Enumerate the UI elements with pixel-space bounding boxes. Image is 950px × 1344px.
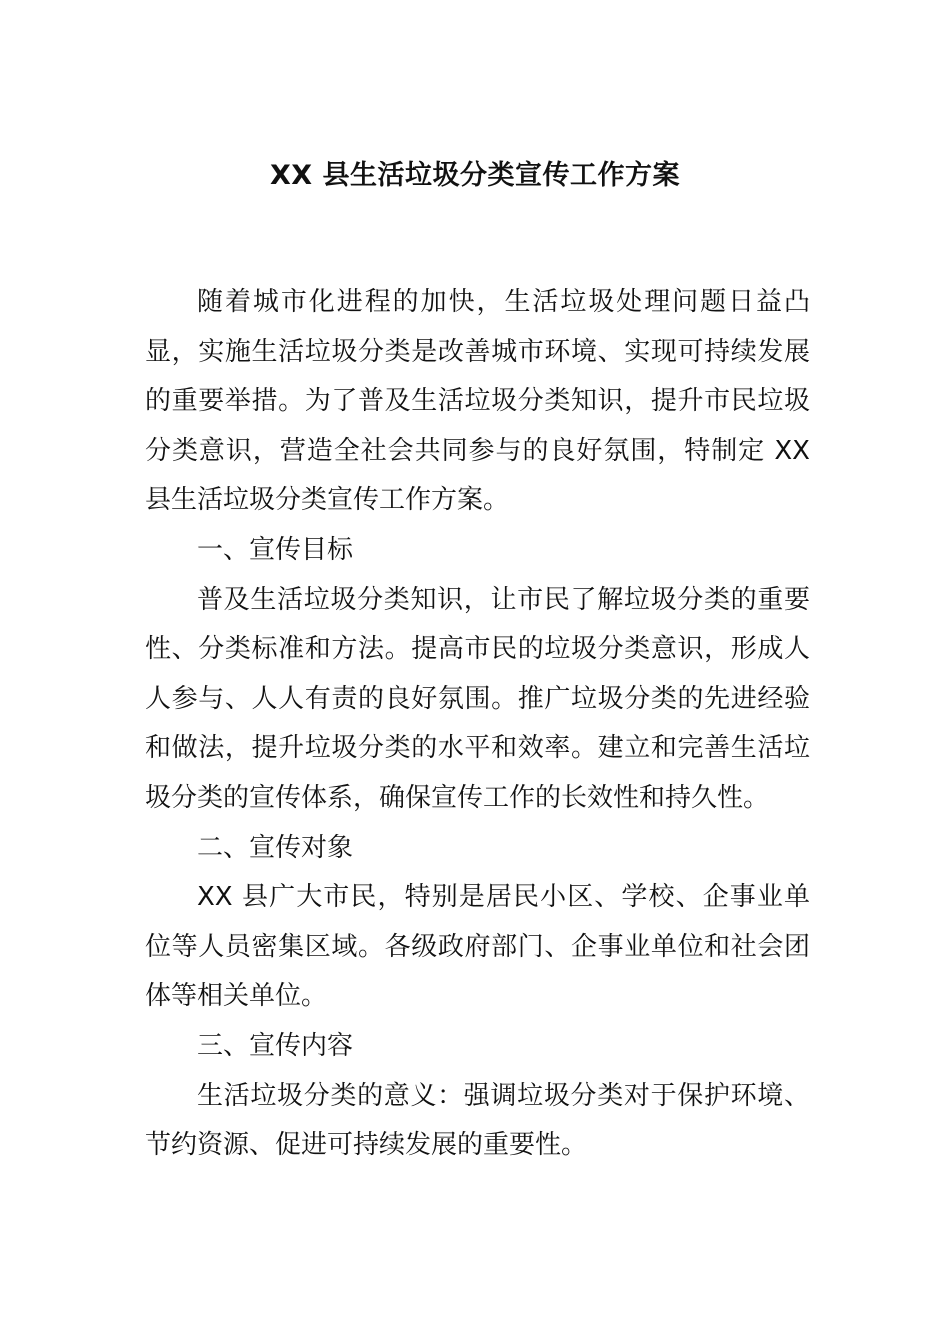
audience-paragraph: XX 县广大市民，特别是居民小区、学校、企事业单位等人员密集区域。各级政府部门、企事业单位和社会团体等相关单位。 (145, 882, 810, 1012)
section-heading-goals: 一、宣传目标 (197, 534, 354, 565)
intro-paragraph: 随着城市化进程的加快，生活垃圾处理问题日益凸显，实施生活垃圾分类是改善城市环境、实现可持续发展的重要举措。为了普及生活垃圾分类知识，提升市民垃圾分类意识，营造全社会共同参与的良好氛围，特制定 XX 县生活垃圾分类宣传工作方案。 (145, 287, 810, 516)
goals-paragraph: 普及生活垃圾分类知识，让市民了解垃圾分类的重要性、分类标准和方法。提高市民的垃圾分类意识，形成人人参与、人人有责的良好氛围。推广垃圾分类的先进经验和做法，提升垃圾分类的水平和效率。建立和完善生活垃圾分类的宣传体系，确保宣传工作的长效性和持久性。 (145, 584, 810, 813)
content-paragraph: 生活垃圾分类的意义：强调垃圾分类对于保护环境、节约资源、促进可持续发展的重要性。 (145, 1080, 810, 1161)
section-heading-content: 三、宣传内容 (197, 1030, 354, 1061)
section-heading-audience: 二、宣传对象 (197, 832, 354, 863)
document-body (145, 278, 810, 1171)
document-title: XX 县生活垃圾分类宣传工作方案 (269, 160, 681, 191)
